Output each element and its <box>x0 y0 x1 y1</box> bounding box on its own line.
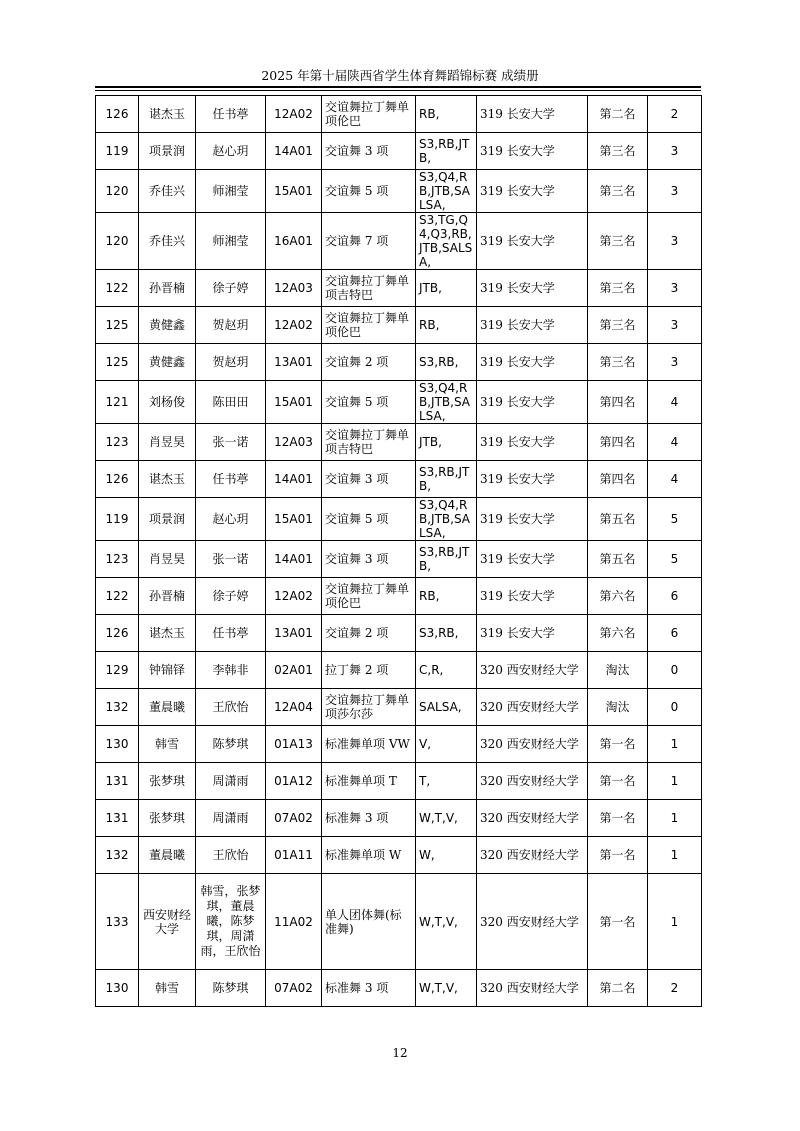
event-name-cell: 拉丁舞 2 项 <box>322 652 416 689</box>
event-code-cell: 12A02 <box>266 578 322 615</box>
event-name-cell: 交谊舞 3 项 <box>322 541 416 578</box>
table-row <box>96 96 702 133</box>
dances-cell: S3,Q4,RB,JTB,SALSA, <box>416 381 477 424</box>
table-row <box>96 874 702 970</box>
school-cell: 319 长安大学 <box>477 461 588 498</box>
event-code-cell: 14A01 <box>266 461 322 498</box>
dances-cell: RB, <box>416 96 477 133</box>
school-cell: 319 长安大学 <box>477 578 588 615</box>
event-code-cell: 12A03 <box>266 424 322 461</box>
place-number-cell: 3 <box>648 344 702 381</box>
school-cell: 319 长安大学 <box>477 381 588 424</box>
dances-cell: T, <box>416 763 477 800</box>
table-row <box>96 461 702 498</box>
placement-cell: 第一名 <box>588 726 648 763</box>
entry-number-cell: 126 <box>96 461 139 498</box>
placement-cell: 第一名 <box>588 837 648 874</box>
table-row <box>96 213 702 270</box>
athlete1-cell: 孙晋楠 <box>139 270 196 307</box>
athlete1-cell: 肖昱昊 <box>139 541 196 578</box>
entry-number-cell: 120 <box>96 213 139 270</box>
placement-cell: 淘汰 <box>588 689 648 726</box>
athlete2-cell: 张一诺 <box>196 541 266 578</box>
school-cell: 320 西安财经大学 <box>477 837 588 874</box>
event-code-cell: 15A01 <box>266 381 322 424</box>
table-row <box>96 689 702 726</box>
school-cell: 319 长安大学 <box>477 424 588 461</box>
table-row <box>96 837 702 874</box>
place-number-cell: 3 <box>648 270 702 307</box>
place-number-cell: 5 <box>648 498 702 541</box>
athlete1-cell: 肖昱昊 <box>139 424 196 461</box>
event-name-cell: 交谊舞拉丁舞单项莎尔莎 <box>322 689 416 726</box>
table-row <box>96 763 702 800</box>
event-code-cell: 07A02 <box>266 970 322 1007</box>
dances-cell: S3,TG,Q4,Q3,RB,JTB,SALSA, <box>416 213 477 270</box>
athlete2-cell: 陈田田 <box>196 381 266 424</box>
table-row <box>96 307 702 344</box>
event-name-cell: 单人团体舞(标准舞) <box>322 874 416 970</box>
placement-cell: 第四名 <box>588 381 648 424</box>
placement-cell: 第一名 <box>588 874 648 970</box>
placement-cell: 第三名 <box>588 307 648 344</box>
place-number-cell: 4 <box>648 381 702 424</box>
page-header-title: 2025 年第十届陕西省学生体育舞蹈锦标赛 成绩册 <box>261 68 539 83</box>
athlete2-cell: 王欣怡 <box>196 837 266 874</box>
athlete2-cell: 张一诺 <box>196 424 266 461</box>
placement-cell: 第三名 <box>588 213 648 270</box>
entry-number-cell: 130 <box>96 726 139 763</box>
school-cell: 319 长安大学 <box>477 498 588 541</box>
school-cell: 319 长安大学 <box>477 344 588 381</box>
table-row <box>96 170 702 213</box>
placement-cell: 第四名 <box>588 424 648 461</box>
placement-cell: 第二名 <box>588 970 648 1007</box>
dances-cell: RB, <box>416 307 477 344</box>
event-code-cell: 13A01 <box>266 615 322 652</box>
athlete1-cell: 张梦琪 <box>139 800 196 837</box>
athlete1-cell: 乔佳兴 <box>139 170 196 213</box>
table-row <box>96 133 702 170</box>
place-number-cell: 1 <box>648 874 702 970</box>
dances-cell: S3,RB,JTB, <box>416 541 477 578</box>
dances-cell: S3,RB,JTB, <box>416 133 477 170</box>
dances-cell: W,T,V, <box>416 970 477 1007</box>
dances-cell: JTB, <box>416 424 477 461</box>
place-number-cell: 1 <box>648 837 702 874</box>
athlete2-cell: 韩雪，张梦琪，董晨曦，陈梦琪，周潇雨，王欣怡 <box>196 874 266 970</box>
event-name-cell: 交谊舞拉丁舞单项伦巴 <box>322 307 416 344</box>
place-number-cell: 3 <box>648 213 702 270</box>
event-code-cell: 15A01 <box>266 498 322 541</box>
placement-cell: 第三名 <box>588 270 648 307</box>
athlete1-cell: 韩雪 <box>139 726 196 763</box>
placement-cell: 第一名 <box>588 800 648 837</box>
school-cell: 320 西安财经大学 <box>477 689 588 726</box>
place-number-cell: 3 <box>648 170 702 213</box>
school-cell: 320 西安财经大学 <box>477 970 588 1007</box>
event-name-cell: 交谊舞拉丁舞单项伦巴 <box>322 96 416 133</box>
entry-number-cell: 122 <box>96 578 139 615</box>
dances-cell: W, <box>416 837 477 874</box>
place-number-cell: 4 <box>648 424 702 461</box>
results-table <box>95 95 702 1007</box>
event-name-cell: 交谊舞拉丁舞单项伦巴 <box>322 578 416 615</box>
event-name-cell: 标准舞单项 VW <box>322 726 416 763</box>
entry-number-cell: 121 <box>96 381 139 424</box>
dances-cell: S3,RB,JTB, <box>416 461 477 498</box>
event-name-cell: 交谊舞 5 项 <box>322 381 416 424</box>
event-name-cell: 交谊舞 3 项 <box>322 133 416 170</box>
athlete2-cell: 贺赵玥 <box>196 307 266 344</box>
placement-cell: 第二名 <box>588 96 648 133</box>
school-cell: 319 长安大学 <box>477 270 588 307</box>
event-code-cell: 16A01 <box>266 213 322 270</box>
entry-number-cell: 131 <box>96 800 139 837</box>
page-number: 12 <box>392 1046 408 1060</box>
athlete1-cell: 西安财经大学 <box>139 874 196 970</box>
event-name-cell: 交谊舞拉丁舞单项吉特巴 <box>322 424 416 461</box>
athlete2-cell: 贺赵玥 <box>196 344 266 381</box>
table-row <box>96 578 702 615</box>
event-code-cell: 07A02 <box>266 800 322 837</box>
athlete2-cell: 徐子婷 <box>196 270 266 307</box>
school-cell: 320 西安财经大学 <box>477 800 588 837</box>
entry-number-cell: 119 <box>96 133 139 170</box>
event-code-cell: 01A12 <box>266 763 322 800</box>
table-row <box>96 498 702 541</box>
school-cell: 319 长安大学 <box>477 615 588 652</box>
event-code-cell: 12A02 <box>266 307 322 344</box>
entry-number-cell: 123 <box>96 424 139 461</box>
entry-number-cell: 126 <box>96 615 139 652</box>
placement-cell: 第三名 <box>588 170 648 213</box>
school-cell: 319 长安大学 <box>477 96 588 133</box>
header-rule-thick <box>95 86 701 88</box>
school-cell: 319 长安大学 <box>477 213 588 270</box>
athlete2-cell: 任书葶 <box>196 615 266 652</box>
athlete1-cell: 董晨曦 <box>139 689 196 726</box>
athlete2-cell: 周潇雨 <box>196 763 266 800</box>
athlete2-cell: 任书葶 <box>196 96 266 133</box>
event-code-cell: 12A04 <box>266 689 322 726</box>
event-code-cell: 12A03 <box>266 270 322 307</box>
athlete1-cell: 钟锦铎 <box>139 652 196 689</box>
placement-cell: 第五名 <box>588 498 648 541</box>
table-row <box>96 344 702 381</box>
placement-cell: 淘汰 <box>588 652 648 689</box>
athlete2-cell: 李韩非 <box>196 652 266 689</box>
event-code-cell: 14A01 <box>266 541 322 578</box>
school-cell: 319 长安大学 <box>477 541 588 578</box>
school-cell: 320 西安财经大学 <box>477 763 588 800</box>
school-cell: 320 西安财经大学 <box>477 726 588 763</box>
athlete1-cell: 刘杨俊 <box>139 381 196 424</box>
event-code-cell: 11A02 <box>266 874 322 970</box>
athlete2-cell: 任书葶 <box>196 461 266 498</box>
event-code-cell: 12A02 <box>266 96 322 133</box>
table-row <box>96 541 702 578</box>
event-name-cell: 标准舞 3 项 <box>322 800 416 837</box>
placement-cell: 第五名 <box>588 541 648 578</box>
dances-cell: W,T,V, <box>416 800 477 837</box>
dances-cell: JTB, <box>416 270 477 307</box>
entry-number-cell: 125 <box>96 344 139 381</box>
entry-number-cell: 122 <box>96 270 139 307</box>
table-row <box>96 800 702 837</box>
athlete2-cell: 师湘莹 <box>196 170 266 213</box>
entry-number-cell: 132 <box>96 689 139 726</box>
event-name-cell: 标准舞 3 项 <box>322 970 416 1007</box>
event-name-cell: 标准舞单项 T <box>322 763 416 800</box>
event-name-cell: 交谊舞 2 项 <box>322 615 416 652</box>
athlete1-cell: 项景润 <box>139 498 196 541</box>
table-row <box>96 726 702 763</box>
dances-cell: S3,Q4,RB,JTB,SALSA, <box>416 170 477 213</box>
athlete1-cell: 项景润 <box>139 133 196 170</box>
entry-number-cell: 126 <box>96 96 139 133</box>
table-row <box>96 270 702 307</box>
results-table-body <box>96 96 702 1007</box>
placement-cell: 第四名 <box>588 461 648 498</box>
place-number-cell: 6 <box>648 578 702 615</box>
athlete1-cell: 韩雪 <box>139 970 196 1007</box>
place-number-cell: 1 <box>648 763 702 800</box>
event-name-cell: 交谊舞 2 项 <box>322 344 416 381</box>
entry-number-cell: 125 <box>96 307 139 344</box>
table-row <box>96 652 702 689</box>
place-number-cell: 3 <box>648 307 702 344</box>
school-cell: 320 西安财经大学 <box>477 652 588 689</box>
place-number-cell: 1 <box>648 800 702 837</box>
event-code-cell: 02A01 <box>266 652 322 689</box>
place-number-cell: 6 <box>648 615 702 652</box>
placement-cell: 第一名 <box>588 763 648 800</box>
placement-cell: 第三名 <box>588 344 648 381</box>
dances-cell: S3,Q4,RB,JTB,SALSA, <box>416 498 477 541</box>
event-name-cell: 交谊舞拉丁舞单项吉特巴 <box>322 270 416 307</box>
school-cell: 319 长安大学 <box>477 133 588 170</box>
event-name-cell: 标准舞单项 W <box>322 837 416 874</box>
place-number-cell: 2 <box>648 970 702 1007</box>
dances-cell: V, <box>416 726 477 763</box>
placement-cell: 第三名 <box>588 133 648 170</box>
event-code-cell: 01A11 <box>266 837 322 874</box>
athlete2-cell: 徐子婷 <box>196 578 266 615</box>
school-cell: 319 长安大学 <box>477 307 588 344</box>
athlete1-cell: 谌杰玉 <box>139 615 196 652</box>
athlete2-cell: 赵心玥 <box>196 498 266 541</box>
entry-number-cell: 131 <box>96 763 139 800</box>
table-row <box>96 424 702 461</box>
school-cell: 320 西安财经大学 <box>477 874 588 970</box>
table-row <box>96 970 702 1007</box>
athlete1-cell: 乔佳兴 <box>139 213 196 270</box>
event-name-cell: 交谊舞 5 项 <box>322 170 416 213</box>
header-rule-thin <box>95 90 701 91</box>
event-name-cell: 交谊舞 5 项 <box>322 498 416 541</box>
athlete1-cell: 谌杰玉 <box>139 461 196 498</box>
entry-number-cell: 123 <box>96 541 139 578</box>
school-cell: 319 长安大学 <box>477 170 588 213</box>
dances-cell: RB, <box>416 578 477 615</box>
place-number-cell: 0 <box>648 689 702 726</box>
place-number-cell: 0 <box>648 652 702 689</box>
dances-cell: S3,RB, <box>416 615 477 652</box>
athlete2-cell: 王欣怡 <box>196 689 266 726</box>
place-number-cell: 4 <box>648 461 702 498</box>
athlete2-cell: 陈梦琪 <box>196 726 266 763</box>
entry-number-cell: 119 <box>96 498 139 541</box>
place-number-cell: 1 <box>648 726 702 763</box>
entry-number-cell: 129 <box>96 652 139 689</box>
event-code-cell: 14A01 <box>266 133 322 170</box>
athlete1-cell: 谌杰玉 <box>139 96 196 133</box>
athlete1-cell: 孙晋楠 <box>139 578 196 615</box>
entry-number-cell: 130 <box>96 970 139 1007</box>
athlete1-cell: 董晨曦 <box>139 837 196 874</box>
placement-cell: 第六名 <box>588 578 648 615</box>
event-name-cell: 交谊舞 3 项 <box>322 461 416 498</box>
athlete2-cell: 赵心玥 <box>196 133 266 170</box>
dances-cell: SALSA, <box>416 689 477 726</box>
place-number-cell: 2 <box>648 96 702 133</box>
placement-cell: 第六名 <box>588 615 648 652</box>
table-row <box>96 381 702 424</box>
entry-number-cell: 133 <box>96 874 139 970</box>
table-row <box>96 615 702 652</box>
dances-cell: C,R, <box>416 652 477 689</box>
event-code-cell: 01A13 <box>266 726 322 763</box>
athlete2-cell: 周潇雨 <box>196 800 266 837</box>
athlete1-cell: 黄健鑫 <box>139 344 196 381</box>
event-code-cell: 13A01 <box>266 344 322 381</box>
athlete1-cell: 张梦琪 <box>139 763 196 800</box>
athlete2-cell: 陈梦琪 <box>196 970 266 1007</box>
event-name-cell: 交谊舞 7 项 <box>322 213 416 270</box>
dances-cell: W,T,V, <box>416 874 477 970</box>
place-number-cell: 5 <box>648 541 702 578</box>
event-code-cell: 15A01 <box>266 170 322 213</box>
entry-number-cell: 120 <box>96 170 139 213</box>
dances-cell: S3,RB, <box>416 344 477 381</box>
athlete1-cell: 黄健鑫 <box>139 307 196 344</box>
entry-number-cell: 132 <box>96 837 139 874</box>
athlete2-cell: 师湘莹 <box>196 213 266 270</box>
place-number-cell: 3 <box>648 133 702 170</box>
